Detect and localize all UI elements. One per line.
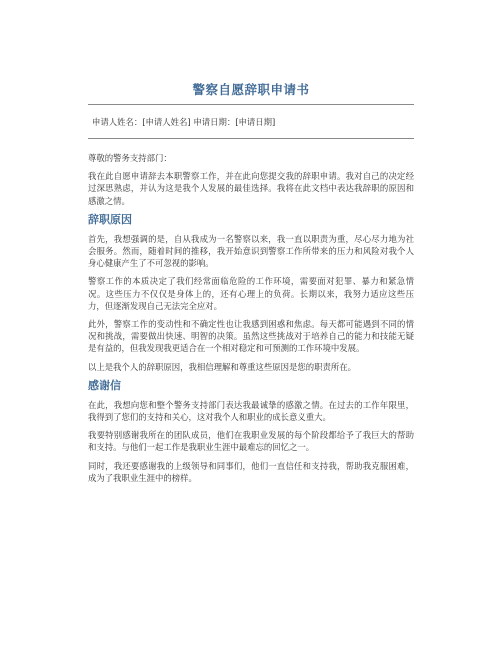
header-divider-bottom: [88, 138, 414, 139]
thanks-paragraph: 在此，我想向您和整个警务支持部门表达我最诚挚的感激之情。在过去的工作年限里，我得到了您们的支持和关心，这对我个人和职业的成长意义重大。: [88, 399, 414, 423]
intro-paragraph: 我在此自愿申请辞去本职警察工作，并在此向您提交我的辞职申请。我对自己的决定经过深思熟虑，并认为这是我个人发展的最佳选择。我将在此文档中表达我辞职的原因和感激之情。: [88, 171, 414, 206]
section-heading-reasons: 辞职原因: [88, 212, 132, 226]
page-title: 警察自愿辞职申请书: [192, 82, 310, 97]
reasons-paragraph: 警察工作的本质决定了我们经常面临危险的工作环境，需要面对犯罪、暴力和紧急情况。这些压力不仅仅是身体上的，还有心理上的负荷。长期以来，我努力适应这些压力，但逐渐发现自己无法完全应对。: [88, 276, 414, 311]
reasons-paragraph: 此外，警察工作的变动性和不确定性也让我感到困惑和焦虑。每天都可能遇到不同的情况和挑战，需要做出快速、明智的决策。虽然这些挑战对于培养自己的能力和技能无疑是有益的，但我发现我更适合在一个相对稳定和可预测的工作环境中发展。: [88, 319, 414, 354]
reasons-paragraph: 以上是我个人的辞职原因，我相信理解和尊重这些原因是您的职责所在。: [88, 361, 356, 372]
greeting: 尊敬的警务支持部门：: [88, 153, 172, 163]
section-heading-thanks: 感谢信: [88, 378, 121, 392]
header-divider-top: [88, 104, 414, 105]
reasons-paragraph: 首先，我想强调的是，自从我成为一名警察以来，我一直以职责为重，尽心尽力地为社会服务。然而，随着时间的推移，我开始意识到警察工作所带来的压力和风险对我个人身心健康产生了不可忽视的影响。: [88, 233, 414, 269]
applicant-meta-line: 申请人姓名：[申请人姓名] 申请日期：[申请日期]: [92, 117, 276, 127]
thanks-paragraph: 我要特别感谢我所在的团队成员，他们在我职业发展的每个阶段都给予了我巨大的帮助和支持。与他们一起工作是我职业生涯中最难忘的回忆之一。: [88, 430, 414, 453]
document-body: [88, 152, 414, 490]
thanks-paragraph: 同时，我还要感谢我的上级领导和同事们，他们一直信任和支持我，帮助我克服困难，成为了我职业生涯中的榜样。: [88, 460, 414, 483]
